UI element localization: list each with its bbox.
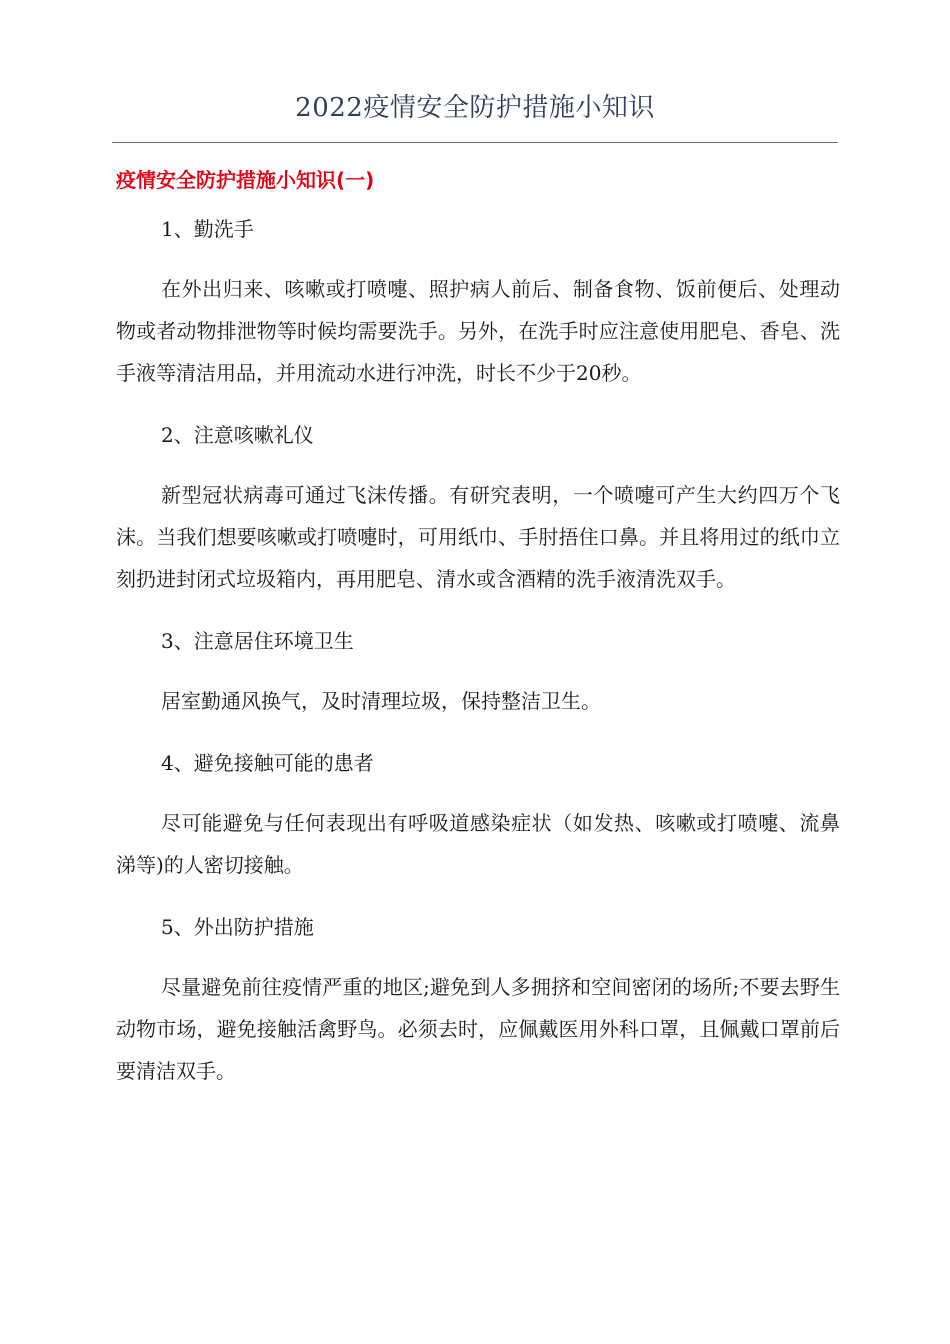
document-title: 2022疫情安全防护措施小知识 bbox=[295, 93, 655, 123]
item-handwashing bbox=[116, 210, 840, 394]
item-heading: 3、注意居住环境卫生 bbox=[161, 629, 354, 653]
item-paragraph: 尽量避免前往疫情严重的地区;避免到人多拥挤和空间密闭的场所;不要去野生动物市场，避免接触活禽野鸟。必须去时，应佩戴医用外科口罩，且佩戴口罩前后要清洁双手。 bbox=[116, 975, 840, 1083]
item-paragraph: 居室勤通风换气，及时清理垃圾，保持整洁卫生。 bbox=[161, 689, 601, 713]
item-heading: 1、勤洗手 bbox=[161, 217, 254, 241]
item-heading: 4、避免接触可能的患者 bbox=[161, 751, 374, 775]
item-outdoor-protection bbox=[116, 908, 840, 1092]
item-paragraph: 新型冠状病毒可通过飞沫传播。有研究表明，一个喷嚏可产生大约四万个飞沫。当我们想要咳嗽或打喷嚏时，可用纸巾、手肘捂住口鼻。并且将用过的纸巾立刻扔进封闭式垃圾箱内，再用肥皂、清水或含酒精的洗手液清洗双手。 bbox=[116, 483, 840, 591]
item-heading: 2、注意咳嗽礼仪 bbox=[161, 423, 314, 447]
item-paragraph: 在外出归来、咳嗽或打喷嚏、照护病人前后、制备食物、饭前便后、处理动物或者动物排泄物等时候均需要洗手。另外，在洗手时应注意使用肥皂、香皂、洗手液等清洁用品，并用流动水进行冲洗，时长不少于20秒。 bbox=[116, 277, 840, 385]
section-heading: 疫情安全防护措施小知识(一) bbox=[116, 168, 375, 192]
item-cough-etiquette bbox=[116, 416, 840, 600]
item-avoid-patients bbox=[116, 744, 840, 886]
item-heading: 5、外出防护措施 bbox=[161, 915, 314, 939]
document-body bbox=[116, 210, 840, 1092]
item-home-hygiene bbox=[116, 622, 840, 722]
item-paragraph: 尽可能避免与任何表现出有呼吸道感染症状（如发热、咳嗽或打喷嚏、流鼻涕等)的人密切接触。 bbox=[116, 811, 840, 877]
title-divider bbox=[112, 142, 838, 143]
